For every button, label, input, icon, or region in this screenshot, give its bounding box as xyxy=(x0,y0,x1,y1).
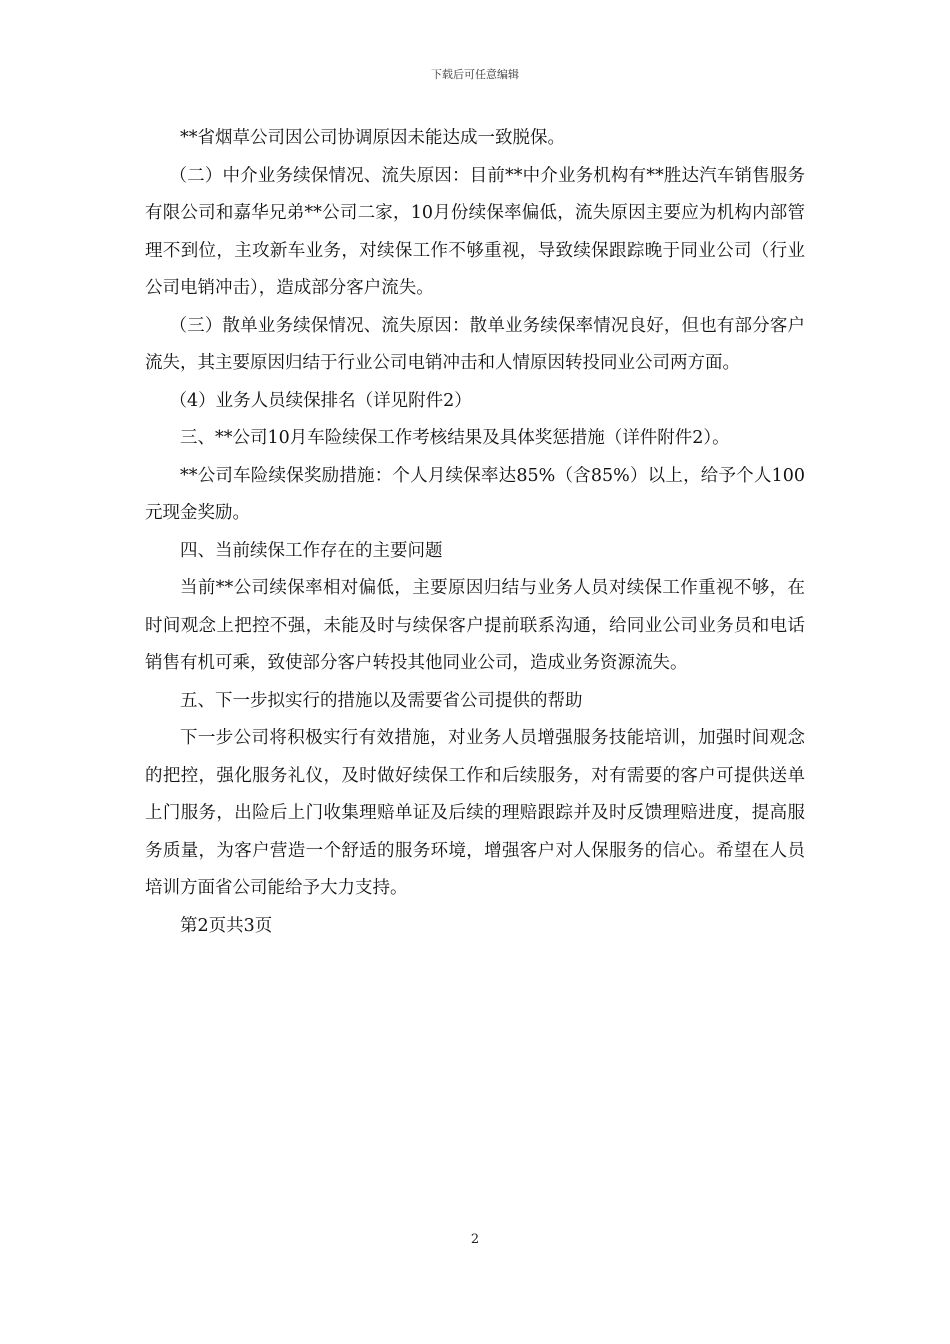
document-body xyxy=(145,120,805,945)
paragraph-staff-ranking: （4）业务人员续保排名（详见附件2） xyxy=(169,390,472,411)
paragraph-main-problems: 当前**公司续保率相对偏低，主要原因归结与业务人员对续保工作重视不够，在时间观念上把控不强，未能及时与续保客户提前联系沟通，给同业公司业务员和电话销售有机可乘，致使部分客户转投其他同业公司，造成业务资源流失。 xyxy=(145,578,805,673)
page-number: 2 xyxy=(470,1232,480,1247)
paragraph-individual-renewal: （三）散单业务续保情况、流失原因：散单业务续保率情况良好，但也有部分客户流失，其主要原因归结于行业公司电销冲击和人情原因转投同业公司两方面。 xyxy=(145,315,805,373)
paragraph-intermediary-renewal: （二）中介业务续保情况、流失原因：目前**中介业务机构有**胜达汽车销售服务有限公司和嘉华兄弟**公司二家，10月份续保率偏低，流失原因主要应为机构内部管理不到位，主攻新车业务，对续保工作不够重视，导致续保跟踪晚于同业公司（行业公司电销冲击），造成部分客户流失。 xyxy=(145,165,805,298)
page-count-line: 第2页共3页 xyxy=(180,915,273,936)
page-header: 下载后可任意编辑 xyxy=(431,68,519,81)
paragraph-reward-measures: **公司车险续保奖励措施：个人月续保率达85%（含85%）以上，给予个人100元现金奖励。 xyxy=(145,465,805,523)
section-heading-three: 三、**公司10月车险续保工作考核结果及具体奖惩措施（详件附件2）。 xyxy=(180,428,730,448)
section-heading-five: 五、下一步拟实行的措施以及需要省公司提供的帮助 xyxy=(180,690,583,711)
paragraph-tobacco-note: **省烟草公司因公司协调原因未能达成一致脱保。 xyxy=(180,128,565,148)
paragraph-next-steps: 下一步公司将积极实行有效措施，对业务人员增强服务技能培训，加强时间观念的把控，强化服务礼仪，及时做好续保工作和后续服务，对有需要的客户可提供送单上门服务，出险后上门收集理赔单证及后续的理赔跟踪并及时反馈理赔进度，提高服务质量，为客户营造一个舒适的服务环境，增强客户对人保服务的信心。希望在人员培训方面省公司能给予大力支持。 xyxy=(145,728,805,898)
section-heading-four: 四、当前续保工作存在的主要问题 xyxy=(180,540,443,561)
